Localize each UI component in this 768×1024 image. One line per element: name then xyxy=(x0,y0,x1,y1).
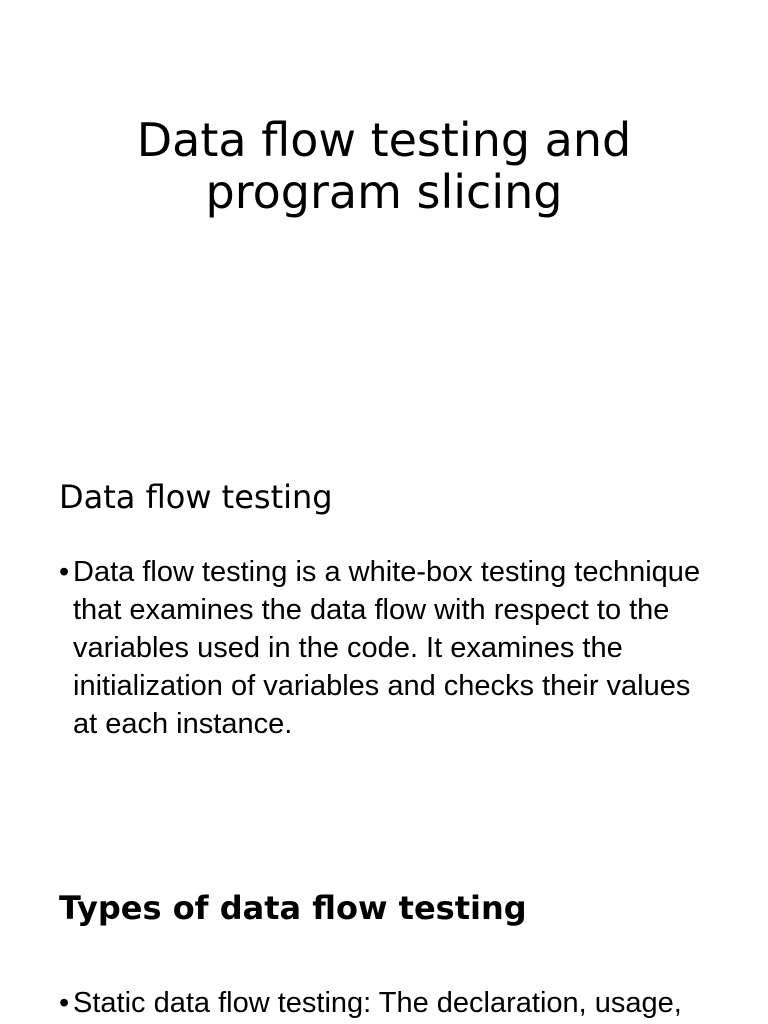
section-heading: Data flow testing xyxy=(59,478,333,516)
types-bullet-list xyxy=(59,984,719,1022)
bullet-dot-icon: • xyxy=(59,987,70,1019)
bullet-item xyxy=(59,984,719,1022)
bullet-list xyxy=(59,553,719,743)
slide-title-line-2: program slicing xyxy=(205,165,563,219)
bullet-text: Data flow testing is a white-box testing technique that examines the data flow with respect to the variables used in the code. It examines the initialization of variables and checks their values at each instance. xyxy=(73,556,701,740)
slide-title xyxy=(0,114,768,218)
bullet-item xyxy=(59,553,719,743)
bullet-dot-icon: • xyxy=(59,556,70,588)
bullet-text: Static data flow testing: The declaration, usage, xyxy=(73,987,682,1019)
types-heading: Types of data flow testing xyxy=(59,889,527,927)
slide-title-line-1: Data flow testing and xyxy=(136,113,632,167)
